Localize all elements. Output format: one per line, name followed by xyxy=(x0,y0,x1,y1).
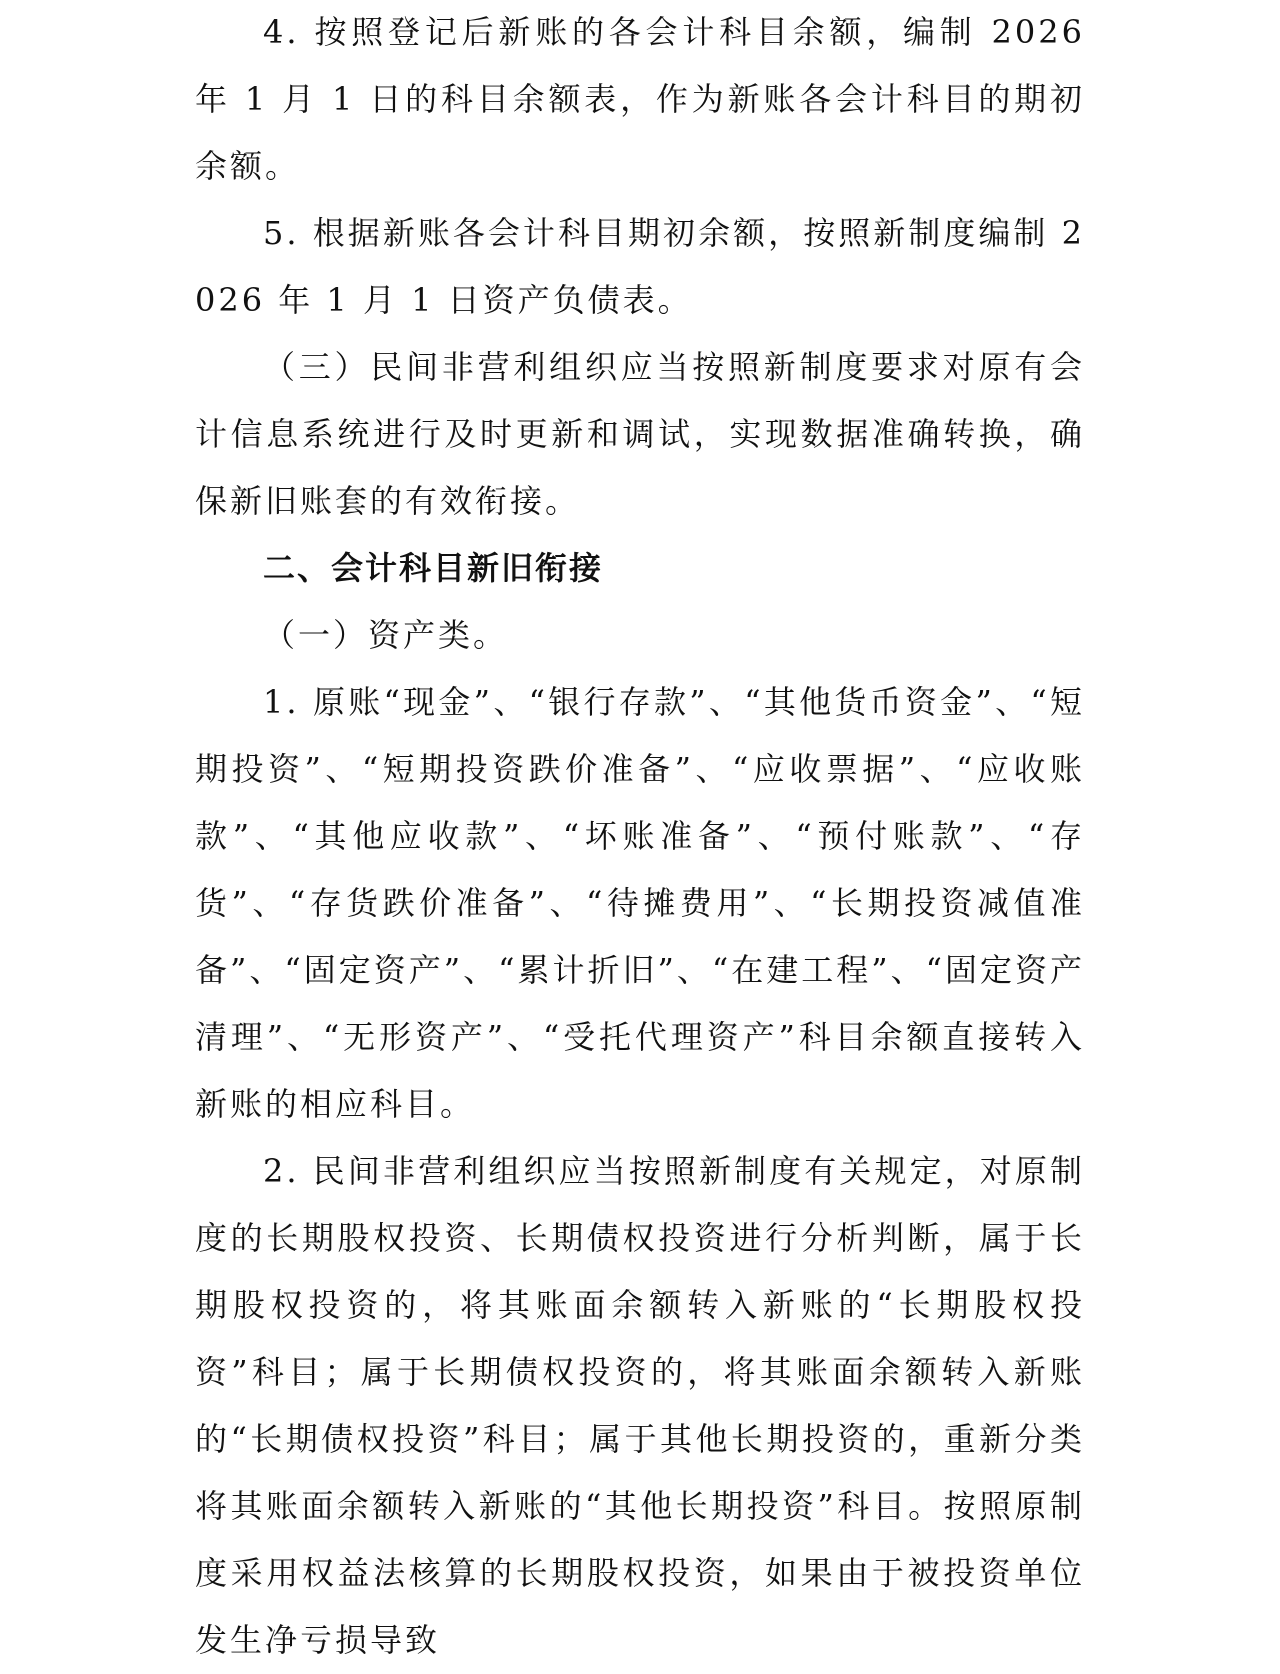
paragraph-asset-1: 1. 原账“现金”、“银行存款”、“其他货币资金”、“短期投资”、“短期投资跌价准备”、“应收票据”、“应收账款”、“其他应收款”、“坏账准备”、“预付账款”、“存货”、“存货跌价准备”、“待摊费用”、“长期投资减值准备”、“固定资产”、“累计折旧”、“在建工程”、“固定资产清理”、“无形资产”、“受托代理资产”科目余额直接转入新账的相应科目。 xyxy=(195,683,1085,1123)
paragraph-step-4: 4. 按照登记后新账的各会计科目余额，编制 2026 年 1 月 1 日的科目余额表，作为新账各会计科目的期初余额。 xyxy=(195,13,1085,185)
section-heading: 二、会计科目新旧衔接 xyxy=(263,549,604,587)
subheading-assets: （一）资产类。 xyxy=(263,616,509,654)
document-page xyxy=(195,0,1085,1674)
paragraph-section-3: （三）民间非营利组织应当按照新制度要求对原有会计信息系统进行及时更新和调试，实现数据准确转换，确保新旧账套的有效衔接。 xyxy=(195,348,1085,520)
paragraph-asset-2: 2. 民间非营利组织应当按照新制度有关规定，对原制度的长期股权投资、长期债权投资进行分析判断，属于长期股权投资的，将其账面余额转入新账的“长期股权投资”科目；属于长期债权投资的，将其账面余额转入新账的“长期债权投资”科目；属于其他长期投资的，重新分类将其账面余额转入新账的“其他长期投资”科目。按照原制度采用权益法核算的长期股权投资，如果由于被投资单位发生净亏损导致 xyxy=(195,1152,1085,1659)
paragraph-step-5: 5. 根据新账各会计科目期初余额，按照新制度编制 2026 年 1 月 1 日资产负债表。 xyxy=(195,214,1085,319)
